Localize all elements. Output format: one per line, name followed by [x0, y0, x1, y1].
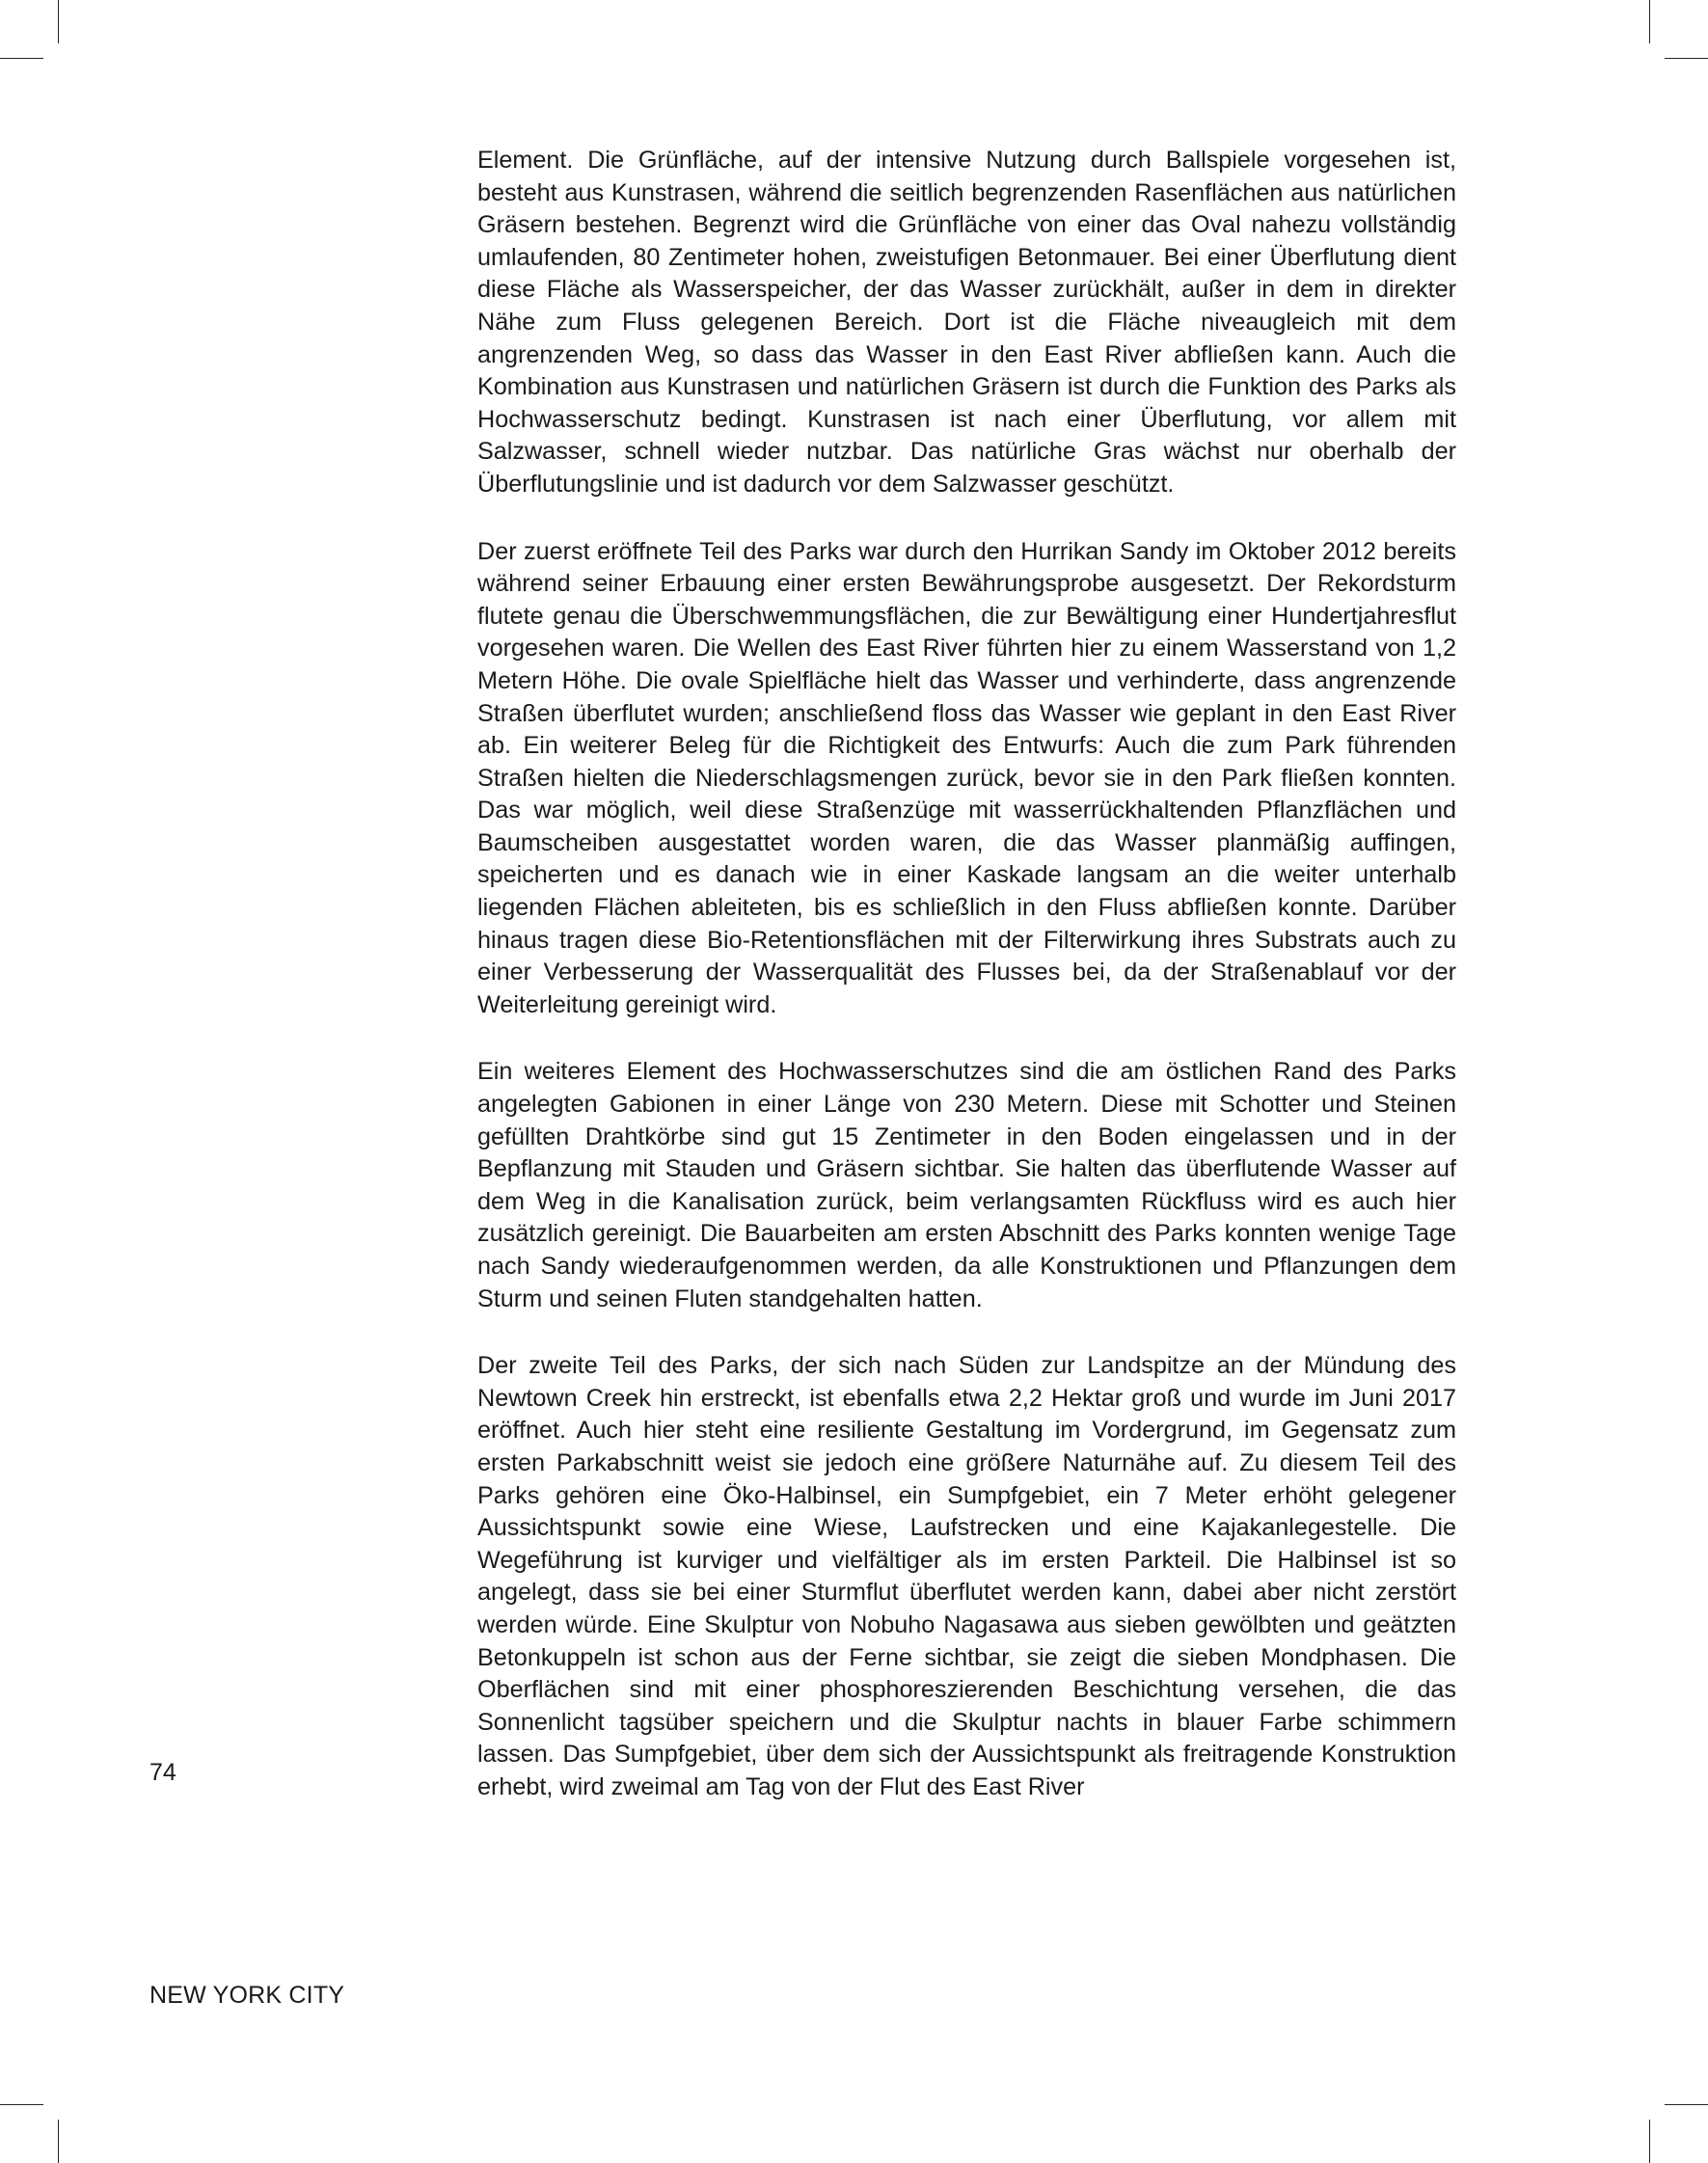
crop-mark-top-left-horizontal	[0, 58, 43, 59]
paragraph-1: Element. Die Grünfläche, auf der intensive Nutzung durch Ballspiele vorgesehen ist, besteht aus Kunstrasen, während die seitlich begrenzenden Rasenflächen aus natürlichen Gräsern bestehen. Begrenzt wird die Grünfläche von einer das Oval nahezu vollständig umlaufenden, 80 Zentimeter hohen, zweistufigen Betonmauer. Bei einer Überflutung dient diese Fläche als Wasserspeicher, der das Wasser zurückhält, außer in dem in direkter Nähe zum Fluss gelegenen Bereich. Dort ist die Fläche niveaugleich mit dem angrenzenden Weg, so dass das Wasser in den East River abfließen kann. Auch die Kombination aus Kunstrasen und natürlichen Gräsern ist durch die Funktion des Parks als Hochwasserschutz bedingt. Kunstrasen ist nach einer Überflutung, vor allem mit Salzwasser, schnell wieder nutzbar. Das natürliche Gras wächst nur oberhalb der Überflutungslinie und ist dadurch vor dem Salzwasser geschützt.	[477, 147, 1456, 498]
paragraph-2: Der zuerst eröffnete Teil des Parks war durch den Hurrikan Sandy im Oktober 2012 bereits während seiner Erbauung einer ersten Bewährungsprobe ausgesetzt. Der Rekordsturm flutete genau die Überschwemmungsflächen, die zur Bewältigung einer Hundertjahresflut vorgesehen waren. Die Wellen des East River führten hier zu einem Wasserstand von 1,2 Metern Höhe. Die ovale Spielfläche hielt das Wasser und verhinderte, dass angrenzende Straßen überflutet wurden; anschließend floss das Wasser wie geplant in den East River ab. Ein weiterer Beleg für die Richtigkeit des Entwurfs: Auch die zum Park führenden Straßen hielten die Niederschlagsmengen zurück, bevor sie in den Park fließen konnten. Das war möglich, weil diese Straßenzüge mit wasserrückhaltenden Pflanzflächen und Baumscheiben ausgestattet worden waren, die das Wasser planmäßig auffingen, speicherten und es danach wie in einer Kaskade langsam an die weiter unterhalb liegenden Flächen ableiteten, bis es schließlich in den Fluss abfließen konnte. Darüber hinaus tragen diese Bio-Retentionsflächen mit der Filterwirkung ihres Substrats auch zu einer Verbesserung der Wasserqualität des Flusses bei, da der Straßenablauf vor der Weiterleitung gereinigt wird.	[477, 537, 1456, 1018]
page-number: 74	[149, 1759, 176, 1786]
body-text	[477, 145, 1456, 1839]
crop-mark-top-right-vertical	[1649, 0, 1650, 43]
crop-mark-bottom-right-horizontal	[1665, 2104, 1708, 2105]
crop-mark-bottom-left-vertical	[58, 2120, 59, 2163]
crop-mark-bottom-right-vertical	[1649, 2120, 1650, 2163]
paragraph-4: Der zweite Teil des Parks, der sich nach Süden zur Landspitze an der Mündung des Newtown Creek hin erstreckt, ist ebenfalls etwa 2,2 Hektar groß und wurde im Juni 2017 eröffnet. Auch hier steht eine resiliente Gestaltung im Vordergrund, im Gegensatz zum ersten Parkabschnitt weist sie jedoch eine größere Naturnähe auf. Zu diesem Teil des Parks gehören eine Öko-Halbinsel, ein Sumpfgebiet, ein 7 Meter erhöht gelegener Aussichtspunkt sowie eine Wiese, Laufstrecken und eine Kajakanlegestelle. Die Wegeführung ist kurviger und vielfältiger als im ersten Parkteil. Die Halbinsel ist so angelegt, dass sie bei einer Sturmflut überflutet werden kann, dabei aber nicht zerstört werden würde. Eine Skulptur von Nobuho Nagasawa aus sieben gewölbten und geätzten Betonkuppeln ist schon aus der Ferne sichtbar, sie zeigt die sieben Mondphasen. Die Oberflächen sind mit einer phosphoreszierenden Beschichtung versehen, die das Sonnenlicht tagsüber speichern und die Skulptur nachts in blauer Farbe schimmern lassen. Das Sumpfgebiet, über dem sich der Aussichtspunkt als freitragende Konstruktion erhebt, wird zweimal am Tag von der Flut des East River	[477, 1352, 1456, 1800]
crop-mark-top-left-vertical	[58, 0, 59, 43]
running-footer-section: NEW YORK CITY	[149, 1982, 345, 2009]
paragraph-3: Ein weiteres Element des Hochwasserschutzes sind die am östlichen Rand des Parks angelegten Gabionen in einer Länge von 230 Metern. Diese mit Schotter und Steinen gefüllten Drahtkörbe sind gut 15 Zentimeter in den Boden eingelassen und in der Bepflanzung mit Stauden und Gräsern sichtbar. Sie halten das überflutende Wasser auf dem Weg in die Kanalisation zurück, beim verlangsamten Rückfluss wird es auch hier zusätzlich gereinigt. Die Bauarbeiten am ersten Abschnitt des Parks konnten wenige Tage nach Sandy wiederaufgenommen werden, da alle Konstruktionen und Pflanzungen dem Sturm und seinen Fluten standgehalten hatten.	[477, 1058, 1456, 1312]
crop-mark-bottom-left-horizontal	[0, 2104, 43, 2105]
crop-mark-top-right-horizontal	[1665, 58, 1708, 59]
